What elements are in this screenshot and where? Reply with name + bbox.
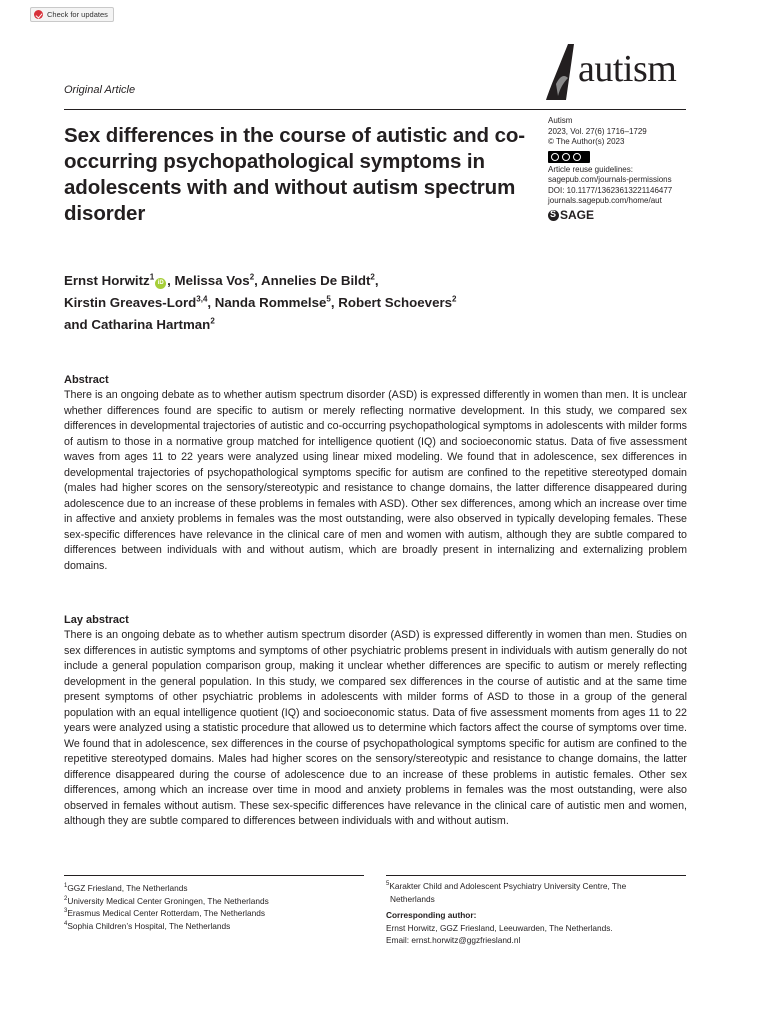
publisher-name: SAGE [560, 207, 595, 222]
reuse-label: Article reuse guidelines: [548, 164, 633, 174]
corresponding-author-heading: Corresponding author: [386, 910, 477, 920]
publisher-logo [548, 207, 698, 222]
affiliation-ref: 2 [210, 316, 215, 326]
author-name: Nanda Rommelse [214, 295, 327, 310]
affiliation-continuation: Netherlands [390, 893, 435, 904]
author-name: Robert Schoevers [338, 295, 453, 310]
article-type: Original Article [64, 84, 136, 96]
abstract-heading: Abstract [64, 374, 109, 386]
abstract-text: There is an ongoing debate as to whether autism spectrum disorder (ASD) is expressed differently in women than men. It is unclear whether differences found are specific to autism or merely reflecting normative development. In this study, we compared sex differences in developmental trajectories of autistic and co-occurring psychopathological symptoms in adolescents with milder forms of autism to those in a normative group matched for intelligence quotient (IQ) and socioeconomic status. Data of five assessment waves from ages 11 to 22 years were analyzed using linear mixed modeling. We found that in adolescence, sex differences in developmental trajectories of psychopathological symptoms specific for autism are confined to the repetitive stereotyped domain (males had higher scores on the sensory/stereotypic and resistance to change domains, the latter difference disappeared during adolescence due to an increase of these problems in females with ASD). Other sex differences, among which an increase over time in affective and anxiety problems in females was the most outstanding, were also observed in typically developing females. These sex-specific differences have relevance in the clinical care of men and women with autism, although they are subtle compared to differences between individuals with and without autism, which are broadly present in internalizing and externalizing problem domains. [64, 389, 687, 572]
doi[interactable]: DOI: 10.1177/13623613221146477 [548, 185, 673, 195]
affiliation-item: $^5$Karakter Child and Adolescent Psychiatry University Centre, The [386, 881, 627, 891]
author-list: Ernst Horwitz$^1$iD , Melissa Vos$^2$, Annelies De Bildt$^2$, Kirstin Greaves-Lord$^{3,4}$, Nanda Rommelse$^5$, Robert Schoevers$^2$ and Catharina Hartman$^2$ [64, 272, 457, 332]
author-name: Annelies De Bildt [261, 273, 371, 288]
reuse-link[interactable]: sagepub.com/journals-permissions [548, 175, 672, 184]
footnote-rule [64, 875, 364, 876]
publication-info [548, 116, 698, 221]
article-title: Sex differences in the course of autistic and co-occurring psychopathological symptoms in adolescents with and without autism spectrum disorder [64, 124, 526, 225]
corresponding-author-address: Ernst Horwitz, GGZ Friesland, Leeuwarden, The Netherlands. [386, 922, 613, 933]
sage-icon [548, 210, 559, 221]
journal-name: Autism [548, 116, 573, 125]
affiliations-right [386, 880, 686, 947]
lay-abstract-heading: Lay abstract [64, 614, 129, 626]
affiliation-item: $^2$University Medical Center Groningen, The Netherlands [64, 895, 269, 906]
check-for-updates-label: Check for updates [47, 10, 108, 19]
affiliation-item: $^1$GGZ Friesland, The Netherlands [64, 883, 188, 893]
volume-info: 2023, Vol. 27(6) 1716–1729 [548, 126, 647, 136]
author-name: Melissa Vos [174, 273, 250, 288]
header-rule [64, 109, 686, 110]
affiliation-ref: 2 [249, 272, 255, 282]
affiliation-ref: 2 [452, 294, 457, 304]
lay-abstract-text: There is an ongoing debate as to whether autism spectrum disorder (ASD) is expressed differently in women than men. Studies on sex differences in autistic symptoms and symptoms of other psychiatric problems present in individuals with autism generally do not include a general population comparison group, making it unclear whether differences are specific to autism or merely reflecting development in the general population. In this study, we compared sex differences in the course of autistic and at the same time present symptoms of other psychiatric problems in adolescents with milder forms of ASD to those in a group of the general population with an equal intelligence quotient (IQ) and socioeconomic status. Data of five assessment moments from ages 11 to 22 years were analyzed using a statistic procedure that allowed us to determine which factors affect the course of symptoms over time. We found that in adolescence, sex differences in the course of psychopathological symptoms specific for autism are confined to the repetitive stereotyped domains. Males had higher scores on the sensory/stereotypic and resistance to change domains, the latter difference disappeared during the course of adolescence due to an increase of these problems in autistic females. Other sex differences, among which an increase over time in mood and anxiety problems in females was the most outstanding, were also observed in females without autism. These sex-specific differences have relevance in the clinical care of autistic men and women, although they are subtle compared to differences between individuals with and without autism. [64, 629, 687, 827]
affiliation-ref: 3,4 [196, 294, 208, 304]
affiliations-left [64, 882, 364, 932]
affiliation-item: $^3$Erasmus Medical Center Rotterdam, The Netherlands [64, 908, 266, 918]
corresponding-author-email[interactable]: Email: ernst.horwitz@ggzfriesland.nl [386, 935, 521, 945]
creative-commons-icon [548, 151, 590, 163]
journal-link[interactable]: journals.sagepub.com/home/aut [548, 196, 662, 205]
author-name: Kirstin Greaves-Lord [64, 295, 197, 310]
author-name: Ernst Horwitz [64, 273, 150, 288]
copyright: © The Author(s) 2023 [548, 137, 625, 146]
orcid-icon[interactable]: iD [155, 278, 166, 289]
author-name: Catharina Hartman [91, 317, 211, 332]
journal-logo-text: autism [578, 48, 677, 90]
journal-logo-icon [546, 44, 576, 100]
check-icon [34, 10, 43, 19]
affiliation-ref: 5 [326, 294, 331, 304]
author-conjunction: and [64, 317, 88, 332]
footnote-rule [386, 875, 686, 876]
affiliation-ref: 1 [149, 272, 155, 282]
check-for-updates-badge[interactable] [30, 7, 114, 22]
affiliation-item: $^4$Sophia Children’s Hospital, The Netherlands [64, 920, 231, 931]
affiliation-ref: 2 [370, 272, 375, 282]
